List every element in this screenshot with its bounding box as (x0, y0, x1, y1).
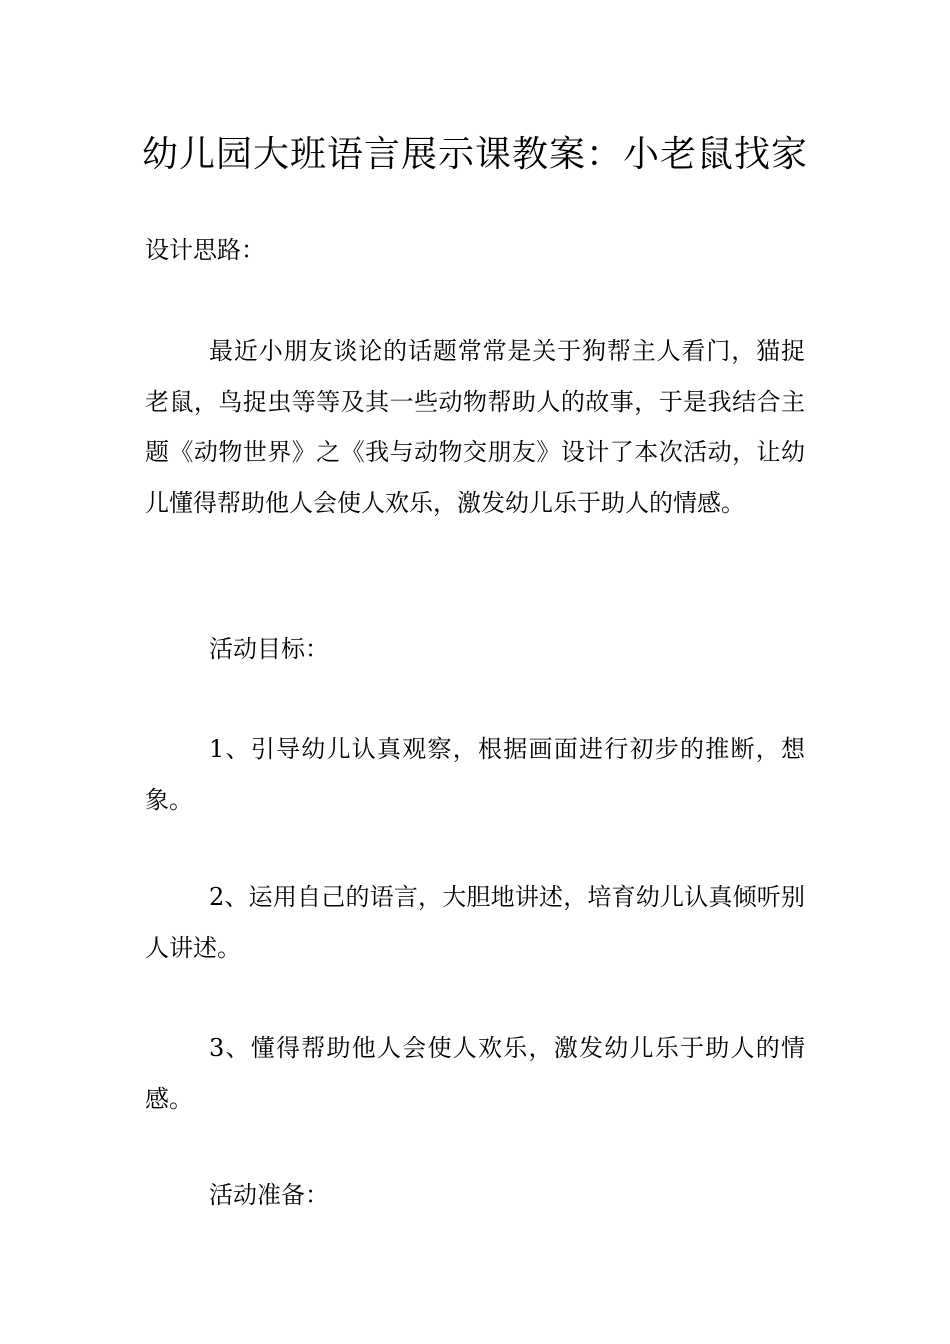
document-title: 幼儿园大班语言展示课教案：小老鼠找家 (141, 134, 808, 175)
goals-heading: 活动目标： (209, 635, 329, 663)
goal-item-1: 1、引导幼儿认真观察，根据画面进行初步的推断，想象。 (145, 735, 805, 814)
goal-item-3: 3、懂得帮助他人会使人欢乐，激发幼儿乐于助人的情感。 (145, 1034, 805, 1113)
prep-heading: 活动准备： (209, 1181, 329, 1209)
goal-item-2: 2、运用自己的语言，大胆地讲述，培育幼儿认真倾听别人讲述。 (145, 883, 805, 962)
design-paragraph: 最近小朋友谈论的话题常常是关于狗帮主人看门，猫捉老鼠，鸟捉虫等等及其一些动物帮助人的故事，于是我结合主题《动物世界》之《我与动物交朋友》设计了本次活动，让幼儿懂得帮助他人会使人欢乐，激发幼儿乐于助人的情感。 (145, 337, 805, 517)
design-label: 设计思路： (145, 236, 265, 264)
